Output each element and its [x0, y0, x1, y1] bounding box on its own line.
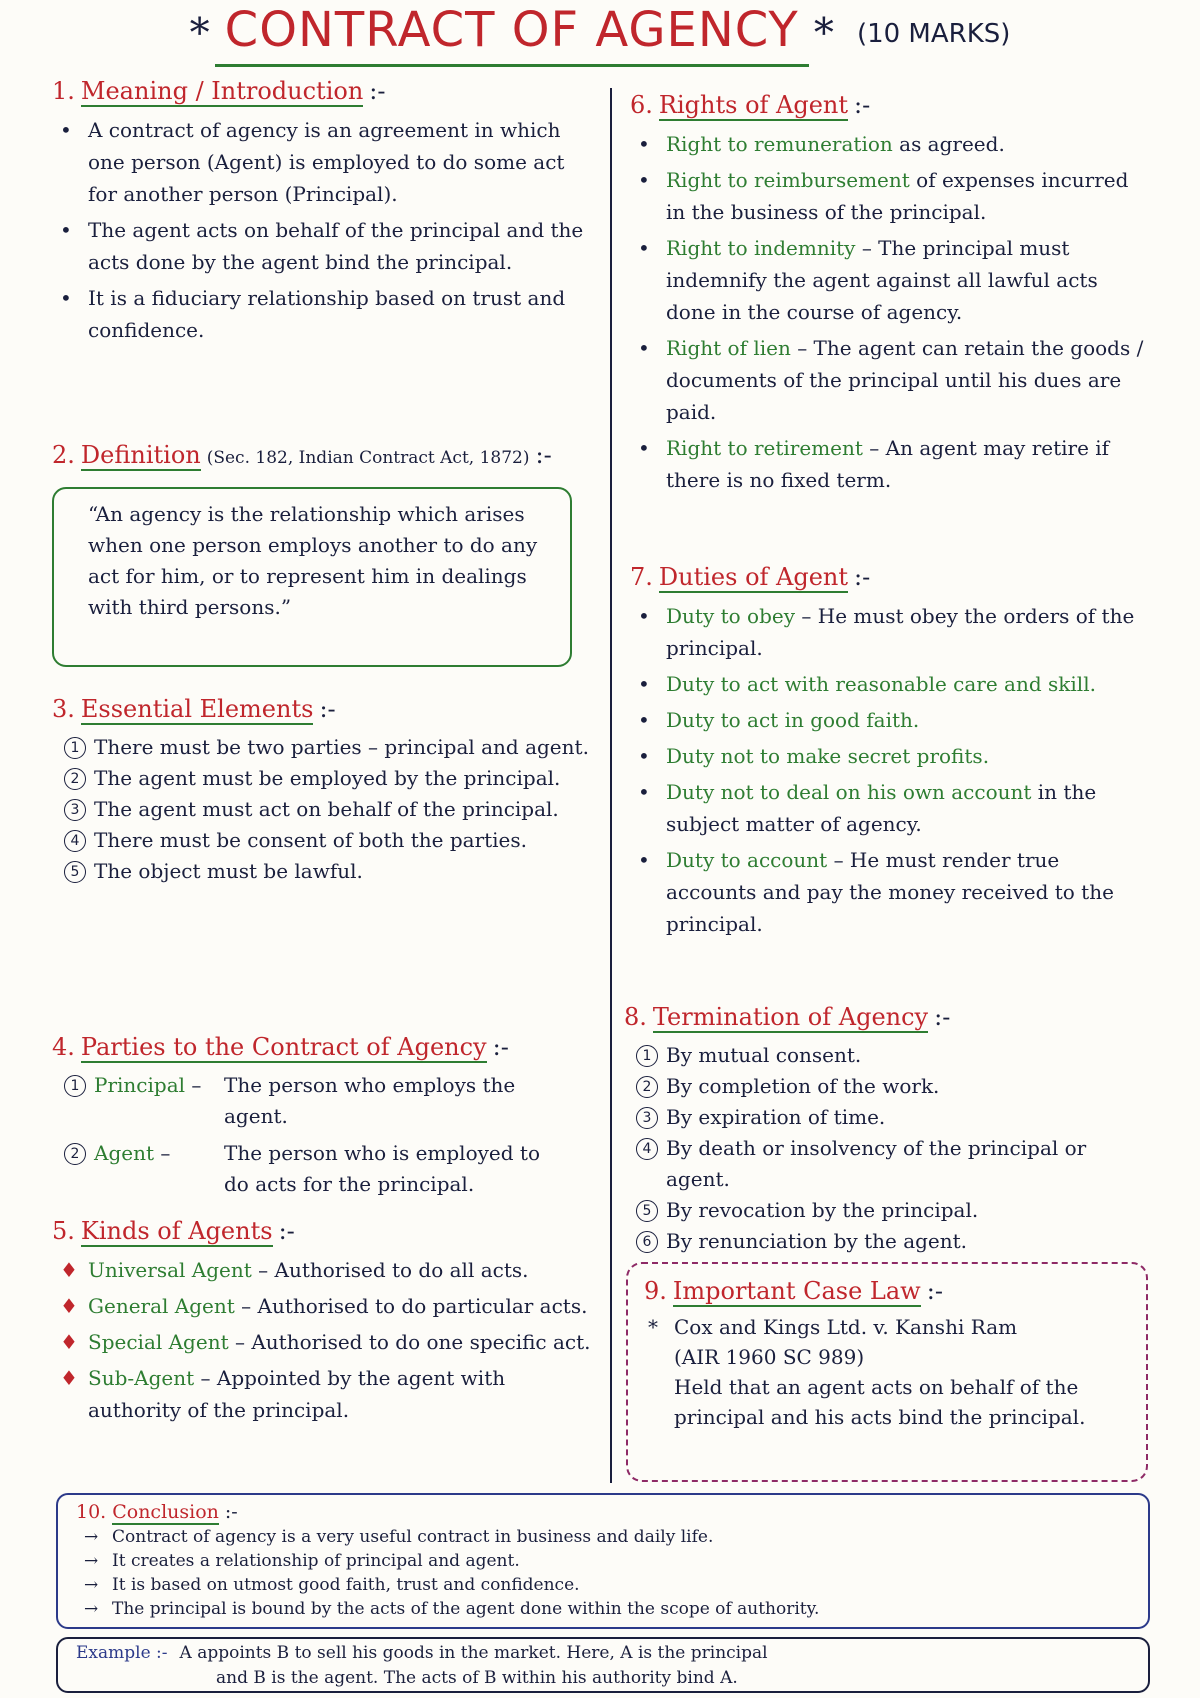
- section-title: Duties of Agent: [658, 563, 849, 591]
- parties-list: [52, 1070, 592, 1200]
- party-dash: –: [191, 1073, 202, 1097]
- list-item: [630, 432, 1150, 496]
- definition-quote: “An agency is the relationship which arises when one person employs another to do any act for him, or to represent him in dealings with third persons.”: [88, 502, 538, 619]
- right-name: Right of lien: [666, 336, 791, 360]
- list-item: [76, 1597, 1130, 1621]
- agent-kind: Special Agent: [88, 1330, 229, 1354]
- list-item: [52, 1138, 592, 1200]
- circled-number-icon: 2: [636, 1076, 658, 1098]
- section-meaning: [52, 74, 592, 350]
- bullet-icon: •: [638, 436, 650, 460]
- section-title: Meaning / Introduction: [80, 77, 364, 105]
- duty-description: – He must obey the orders of the principal.: [666, 604, 1135, 660]
- list-item: [630, 232, 1150, 328]
- section-suffix: :-: [854, 563, 871, 591]
- diamond-bullet-icon: ♦: [60, 1366, 78, 1390]
- item-text: The agent must be employed by the principal.: [94, 766, 561, 790]
- marks-label: (10 MARKS): [856, 18, 1011, 49]
- section-heading: [644, 1274, 1130, 1308]
- example-text: A appoints B to sell his goods in the market. Here, A is the principal: [179, 1643, 768, 1663]
- list-item: [52, 1362, 592, 1426]
- bullet-icon: •: [638, 604, 650, 628]
- item-text: There must be consent of both the parties.: [94, 828, 528, 852]
- right-description: – An agent may retire if there is no fixed term.: [666, 436, 1110, 492]
- list-item: [624, 1040, 1150, 1071]
- diamond-bullet-icon: ♦: [60, 1294, 78, 1318]
- agent-kind: General Agent: [88, 1294, 235, 1318]
- item-text: There must be two parties – principal and agent.: [94, 735, 589, 759]
- section-suffix: :-: [926, 1277, 943, 1305]
- list-item: [624, 1071, 1150, 1102]
- section-title: Kinds of Agents: [80, 1217, 273, 1245]
- section-title: Termination of Agency: [652, 1003, 929, 1031]
- section-reference: (Sec. 182, Indian Contract Act, 1872): [206, 448, 530, 468]
- section-number: 5.: [52, 1217, 75, 1245]
- section-definition: [52, 438, 612, 475]
- bullet-icon: •: [638, 168, 650, 192]
- circled-number-icon: 3: [64, 799, 86, 821]
- list-item: [630, 668, 1150, 700]
- section-heading: [52, 74, 592, 108]
- example-label: Example :-: [76, 1643, 168, 1663]
- duty-name: Duty to act with reasonable care and skill.: [666, 672, 1096, 696]
- duty-name: Duty to obey: [666, 604, 796, 628]
- duty-description: in the subject matter of agency.: [666, 780, 1097, 836]
- section-heading: [52, 692, 592, 726]
- circled-number-icon: 2: [64, 1143, 86, 1165]
- right-name: Right to reimbursement: [666, 168, 910, 192]
- section-number: 2.: [52, 441, 75, 469]
- party-description: The person who is employed to do acts for the principal.: [224, 1141, 540, 1196]
- agent-kind-description: – Authorised to do particular acts.: [241, 1294, 588, 1318]
- right-description: as agreed.: [899, 132, 1005, 156]
- case-held: Held that an agent acts on behalf of the principal and his acts bind the principal.: [674, 1375, 1086, 1429]
- section-suffix: :-: [854, 91, 871, 119]
- section-heading: [76, 1499, 1130, 1525]
- termination-list: [624, 1040, 1150, 1257]
- list-item: [52, 214, 592, 278]
- circled-number-icon: 2: [64, 768, 86, 790]
- section-number: 7.: [630, 563, 653, 591]
- diamond-bullet-icon: ♦: [60, 1258, 78, 1282]
- section-heading: [52, 1030, 592, 1064]
- example-line: [76, 1641, 1130, 1666]
- list-item: [52, 732, 592, 763]
- list-item: [52, 1290, 592, 1322]
- arrow-right-icon: →: [84, 1599, 99, 1619]
- item-text: By renunciation by the agent.: [666, 1229, 968, 1253]
- case-name: Cox and Kings Ltd. v. Kanshi Ram: [674, 1315, 1018, 1339]
- list-item: [52, 114, 592, 210]
- star-icon: *: [189, 10, 210, 57]
- agent-kind-description: – Authorised to do one specific act.: [234, 1330, 591, 1354]
- list-item: [52, 794, 592, 825]
- section-title: Important Case Law: [672, 1277, 921, 1305]
- circled-number-icon: 4: [636, 1138, 658, 1160]
- section-number: 8.: [624, 1003, 647, 1031]
- list-item: [630, 164, 1150, 228]
- list-item: [52, 282, 592, 346]
- list-item: [76, 1573, 1130, 1597]
- party-dash: –: [160, 1141, 171, 1165]
- section-rights-of-agent: [630, 88, 1150, 500]
- bullet-icon: •: [638, 744, 650, 768]
- section-number: 4.: [52, 1033, 75, 1061]
- agent-kind: Sub-Agent: [88, 1366, 195, 1390]
- right-description: – The agent can retain the goods / documents of the principal until his dues are paid.: [666, 336, 1144, 424]
- section-suffix: :-: [492, 1033, 509, 1061]
- conclusion-box: [56, 1493, 1150, 1629]
- item-text: It is a fiduciary relationship based on trust and confidence.: [88, 286, 566, 342]
- circled-number-icon: 1: [64, 1075, 86, 1097]
- list-item: [630, 128, 1150, 160]
- section-title: Essential Elements: [80, 695, 314, 723]
- circled-number-icon: 5: [64, 861, 86, 883]
- case-law-box: [626, 1262, 1148, 1482]
- list-item: [630, 776, 1150, 840]
- circled-number-icon: 5: [636, 1200, 658, 1222]
- section-title: Conclusion: [112, 1501, 219, 1523]
- duty-name: Duty not to make secret profits.: [666, 744, 990, 768]
- section-suffix: :-: [319, 695, 336, 723]
- section-suffix: :-: [535, 441, 552, 469]
- kinds-list: [52, 1254, 592, 1426]
- agent-kind: Universal Agent: [88, 1258, 252, 1282]
- item-text: It creates a relationship of principal and agent.: [112, 1551, 520, 1571]
- section-heading: [52, 438, 612, 475]
- elements-list: [52, 732, 592, 887]
- circled-number-icon: 3: [636, 1107, 658, 1129]
- circled-number-icon: 1: [636, 1045, 658, 1067]
- section-number: 1.: [52, 77, 75, 105]
- list-item: [76, 1549, 1130, 1573]
- section-duties-of-agent: [630, 560, 1150, 944]
- right-name: Right to indemnity: [666, 236, 856, 260]
- section-suffix: :-: [934, 1003, 951, 1031]
- agent-kind-description: – Appointed by the agent with authority of the principal.: [88, 1366, 506, 1422]
- item-text: It is based on utmost good faith, trust and confidence.: [112, 1575, 580, 1595]
- section-suffix: :-: [369, 77, 386, 105]
- item-text: A contract of agency is an agreement in which one person (Agent) is employed to do some act for another person (Principal).: [88, 118, 565, 206]
- section-kinds-of-agents: [52, 1214, 592, 1430]
- list-item: [630, 600, 1150, 664]
- item-text: By revocation by the principal.: [666, 1198, 979, 1222]
- duty-name: Duty not to deal on his own account: [666, 780, 1032, 804]
- bullet-icon: •: [60, 118, 72, 142]
- definition-box: [52, 487, 572, 667]
- right-description: – The principal must indemnify the agent against all lawful acts done in the course of agency.: [666, 236, 1098, 324]
- item-text: By mutual consent.: [666, 1043, 862, 1067]
- duty-name: Duty to act in good faith.: [666, 708, 920, 732]
- section-title: Definition: [80, 441, 201, 469]
- list-item: [52, 856, 592, 887]
- arrow-right-icon: →: [84, 1527, 99, 1547]
- bullet-icon: •: [638, 708, 650, 732]
- right-name: Right to retirement: [666, 436, 863, 460]
- list-item: [52, 763, 592, 794]
- list-item: [630, 844, 1150, 940]
- circled-number-icon: 6: [636, 1231, 658, 1253]
- party-name: [94, 1070, 224, 1101]
- star-icon: *: [813, 10, 834, 57]
- conclusion-list: [76, 1525, 1130, 1621]
- rights-list: [630, 128, 1150, 496]
- bullet-icon: •: [60, 218, 72, 242]
- list-item: [624, 1102, 1150, 1133]
- item-text: Contract of agency is a very useful contract in business and daily life.: [112, 1527, 714, 1547]
- party-name-text: Agent: [94, 1141, 154, 1165]
- duty-description: – He must render true accounts and pay the money received to the principal.: [666, 848, 1114, 936]
- section-suffix: :-: [278, 1217, 295, 1245]
- duty-name: Duty to account: [666, 848, 828, 872]
- list-item: [52, 825, 592, 856]
- list-item: [630, 740, 1150, 772]
- item-text: The agent acts on behalf of the principal and the acts done by the agent bind the principal.: [88, 218, 584, 274]
- list-item: [76, 1525, 1130, 1549]
- section-essential-elements: [52, 692, 592, 887]
- bullet-icon: •: [638, 848, 650, 872]
- circled-number-icon: 1: [64, 737, 86, 759]
- list-item: [630, 704, 1150, 736]
- arrow-right-icon: →: [84, 1551, 99, 1571]
- list-item: [624, 1195, 1150, 1226]
- item-text: By completion of the work.: [666, 1074, 940, 1098]
- bullet-icon: •: [60, 286, 72, 310]
- item-text: By death or insolvency of the principal or agent.: [666, 1136, 1087, 1191]
- party-name: [94, 1138, 224, 1169]
- list-item: [52, 1070, 592, 1132]
- meaning-list: [52, 114, 592, 346]
- section-parties: [52, 1030, 592, 1206]
- section-termination: [624, 1000, 1150, 1257]
- bullet-icon: •: [638, 336, 650, 360]
- circled-number-icon: 4: [64, 830, 86, 852]
- party-description: The person who employs the agent.: [224, 1073, 516, 1128]
- list-item: [630, 332, 1150, 428]
- right-description: of expenses incurred in the business of the principal.: [666, 168, 1129, 224]
- list-item: [52, 1326, 592, 1358]
- duties-list: [630, 600, 1150, 940]
- section-title: Rights of Agent: [658, 91, 849, 119]
- bullet-icon: •: [638, 780, 650, 804]
- title-row: [0, 0, 1200, 80]
- page-title: CONTRACT OF AGENCY: [215, 0, 809, 67]
- bullet-icon: •: [638, 236, 650, 260]
- example-box: [56, 1637, 1150, 1693]
- asterisk-icon: *: [648, 1315, 658, 1339]
- party-name-text: Principal: [94, 1073, 186, 1097]
- agent-kind-description: – Authorised to do all acts.: [258, 1258, 529, 1282]
- list-item: [624, 1133, 1150, 1195]
- section-number: 10.: [76, 1501, 107, 1523]
- section-heading: [630, 88, 1150, 122]
- arrow-right-icon: →: [84, 1575, 99, 1595]
- section-heading: [624, 1000, 1150, 1034]
- section-number: 6.: [630, 91, 653, 119]
- section-title: Parties to the Contract of Agency: [80, 1033, 487, 1061]
- diamond-bullet-icon: ♦: [60, 1330, 78, 1354]
- item-text: By expiration of time.: [666, 1105, 886, 1129]
- right-name: Right to remuneration: [666, 132, 893, 156]
- item-text: The principal is bound by the acts of the agent done within the scope of authority.: [112, 1599, 820, 1619]
- list-item: [624, 1226, 1150, 1257]
- item-text: The object must be lawful.: [94, 859, 363, 883]
- section-heading: [630, 560, 1150, 594]
- bullet-icon: •: [638, 132, 650, 156]
- example-text: and B is the agent. The acts of B within his authority bind A.: [216, 1668, 738, 1688]
- column-divider: [610, 88, 612, 1483]
- section-suffix: :-: [224, 1501, 238, 1523]
- item-text: The agent must act on behalf of the principal.: [94, 797, 559, 821]
- case-citation: (AIR 1960 SC 989): [674, 1345, 865, 1369]
- bullet-icon: •: [638, 672, 650, 696]
- list-item: [52, 1254, 592, 1286]
- case-entry: [644, 1312, 1130, 1432]
- section-number: 3.: [52, 695, 75, 723]
- section-number: 9.: [644, 1277, 667, 1305]
- section-heading: [52, 1214, 592, 1248]
